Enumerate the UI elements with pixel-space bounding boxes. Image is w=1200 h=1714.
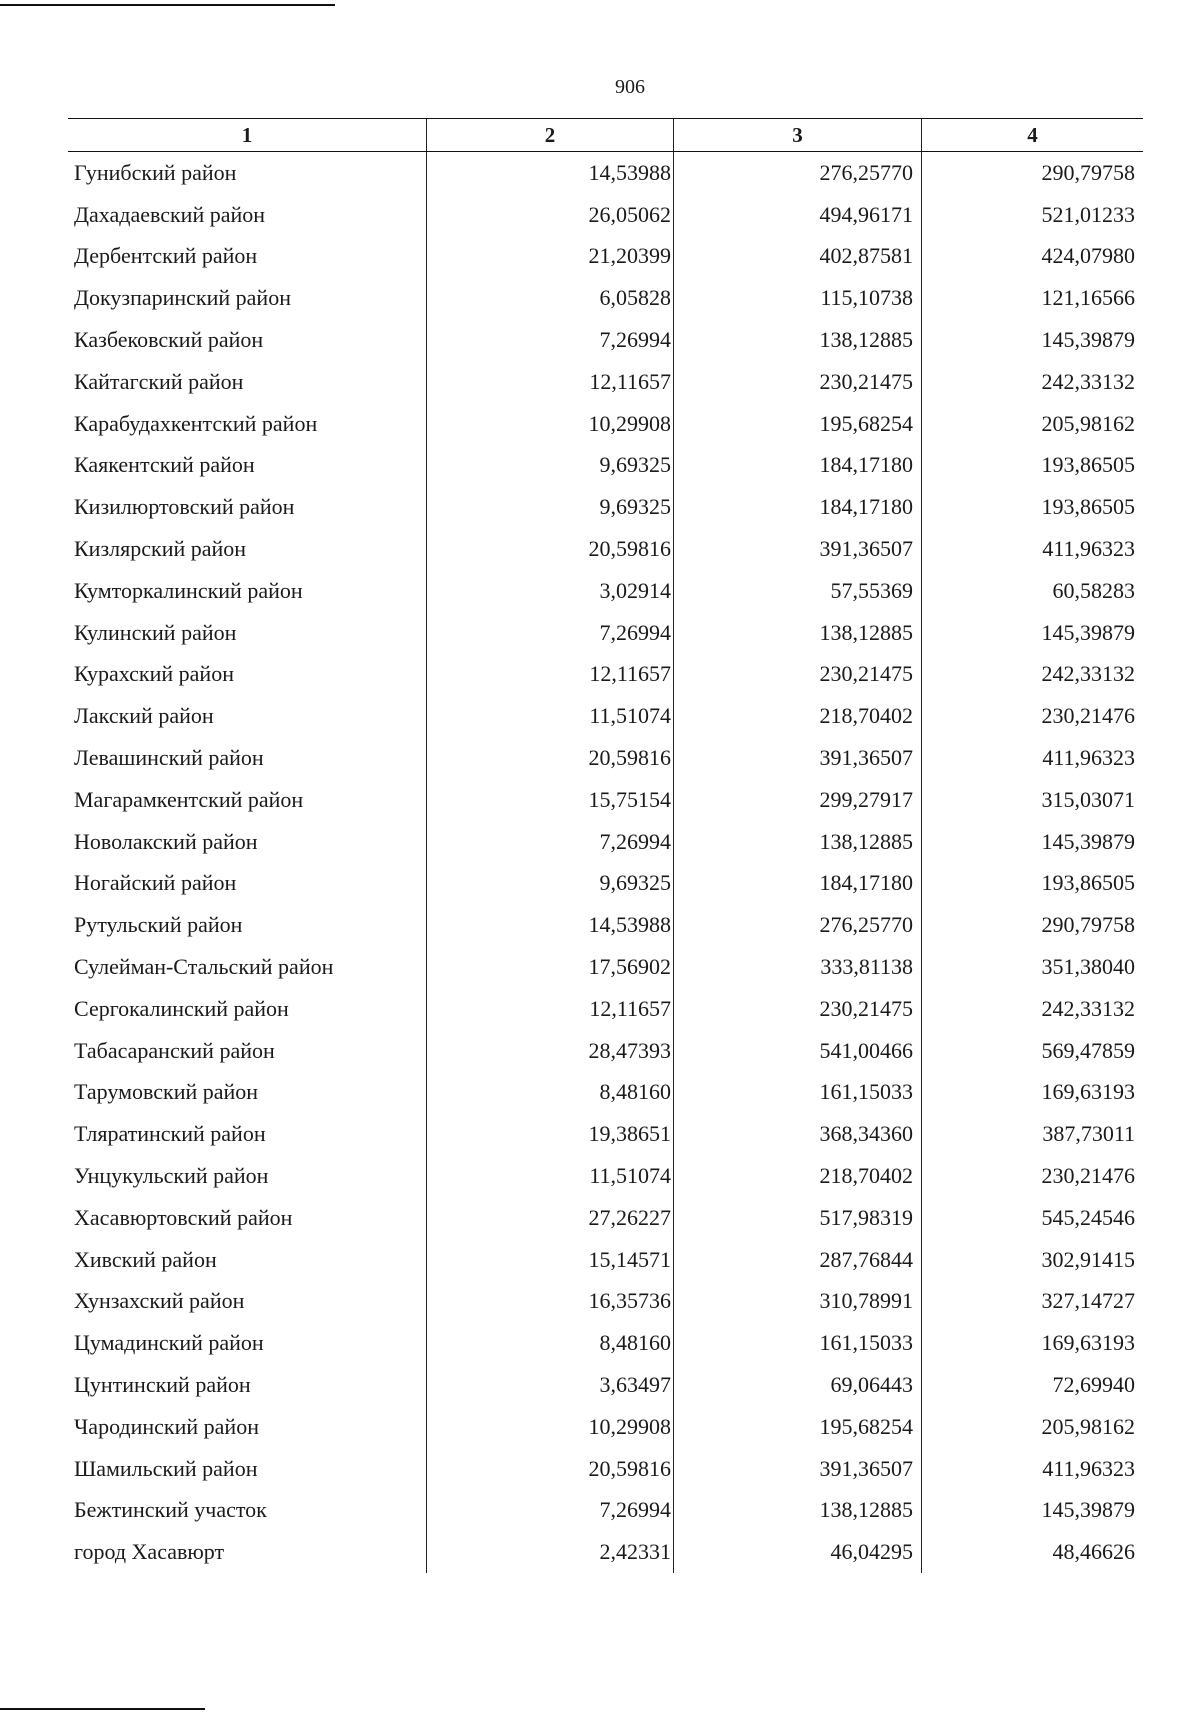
value-cell-col-2: 7,26994 (426, 319, 674, 361)
district-name-cell: Гунибский район (74, 159, 237, 185)
page-number: 906 (615, 76, 645, 98)
value-cell-col-3: 138,12885 (674, 612, 922, 654)
value-cell-col-2: 20,59816 (426, 1448, 674, 1490)
value-cell-col-3: 138,12885 (674, 319, 922, 361)
district-name-cell: Бежтинский участок (74, 1497, 267, 1523)
value-cell-col-3: 115,10738 (674, 277, 922, 319)
district-name-cell: Кизлярский район (74, 536, 247, 562)
value-cell-col-2: 9,69325 (426, 486, 674, 528)
value-cell-col-2: 9,69325 (426, 863, 674, 905)
district-name-cell: Чародинский район (74, 1413, 259, 1439)
value-cell-col-4: 302,91415 (1041, 1246, 1135, 1272)
table-row (68, 1197, 1143, 1239)
value-cell-col-4: 545,24546 (1041, 1204, 1135, 1230)
district-name-cell: Левашинский район (74, 745, 264, 771)
table-row (68, 779, 1143, 821)
value-cell-col-2: 15,75154 (426, 779, 674, 821)
district-name-cell: Карабудахкентский район (74, 410, 318, 436)
value-cell-col-4: 48,46626 (1052, 1539, 1135, 1565)
header-col-4: 4 (1027, 122, 1038, 147)
value-cell-col-2: 15,14571 (426, 1239, 674, 1281)
value-cell-col-3: 517,98319 (674, 1197, 922, 1239)
district-name-cell: Дахадаевский район (74, 201, 266, 227)
value-cell-col-2: 19,38651 (426, 1113, 674, 1155)
district-name-cell: Хивский район (74, 1246, 217, 1272)
table-row (68, 612, 1143, 654)
value-cell-col-4: 411,96323 (1042, 1455, 1135, 1481)
district-name-cell: Новолакский район (74, 828, 258, 854)
district-name-cell: Хасавюртовский район (74, 1204, 293, 1230)
value-cell-col-3: 494,96171 (674, 194, 922, 236)
value-cell-col-3: 391,36507 (674, 737, 922, 779)
value-cell-col-4: 205,98162 (1041, 410, 1135, 436)
value-cell-col-2: 12,11657 (426, 654, 674, 696)
value-cell-col-2: 12,11657 (426, 988, 674, 1030)
value-cell-col-4: 521,01233 (1041, 201, 1135, 227)
district-name-cell: Тарумовский район (74, 1079, 259, 1105)
top-rule (0, 4, 335, 6)
value-cell-col-4: 193,86505 (1041, 870, 1135, 896)
table-row (68, 570, 1143, 612)
table-row (68, 737, 1143, 779)
value-cell-col-2: 26,05062 (426, 194, 674, 236)
value-cell-col-3: 161,15033 (674, 1072, 922, 1114)
value-cell-col-2: 3,63497 (426, 1364, 674, 1406)
value-cell-col-3: 138,12885 (674, 1490, 922, 1532)
value-cell-col-4: 327,14727 (1041, 1288, 1135, 1314)
table-row (68, 236, 1143, 278)
value-cell-col-2: 28,47393 (426, 1030, 674, 1072)
value-cell-col-2: 10,29908 (426, 403, 674, 445)
value-cell-col-4: 424,07980 (1041, 243, 1135, 269)
table-row (68, 1531, 1143, 1573)
district-name-cell: Кумторкалинский район (74, 577, 303, 603)
table-row (68, 988, 1143, 1030)
value-cell-col-4: 121,16566 (1041, 285, 1135, 311)
value-cell-col-3: 195,68254 (674, 1406, 922, 1448)
value-cell-col-4: 315,03071 (1041, 786, 1135, 812)
value-cell-col-3: 391,36507 (674, 1448, 922, 1490)
table-row (68, 1322, 1143, 1364)
value-cell-col-2: 14,53988 (426, 904, 674, 946)
value-cell-col-3: 230,21475 (674, 988, 922, 1030)
district-name-cell: Кулинский район (74, 619, 237, 645)
district-name-cell: Сулейман-Стальский район (74, 954, 334, 980)
value-cell-col-4: 242,33132 (1041, 368, 1135, 394)
district-name-cell: Магарамкентский район (74, 786, 304, 812)
value-cell-col-4: 242,33132 (1041, 995, 1135, 1021)
value-cell-col-3: 195,68254 (674, 403, 922, 445)
district-name-cell: Кайтагский район (74, 368, 244, 394)
table-row (68, 1030, 1143, 1072)
district-name-cell: Казбековский район (74, 327, 264, 353)
district-name-cell: Ногайский район (74, 870, 237, 896)
district-name-cell: Шамильский район (74, 1455, 258, 1481)
header-col-3: 3 (674, 119, 922, 151)
value-cell-col-3: 287,76844 (674, 1239, 922, 1281)
value-cell-col-2: 21,20399 (426, 236, 674, 278)
value-cell-col-2: 9,69325 (426, 445, 674, 487)
value-cell-col-3: 184,17180 (674, 445, 922, 487)
value-cell-col-2: 11,51074 (426, 695, 674, 737)
table-row (68, 946, 1143, 988)
value-cell-col-4: 230,21476 (1041, 703, 1135, 729)
value-cell-col-4: 290,79758 (1041, 159, 1135, 185)
value-cell-col-3: 276,25770 (674, 152, 922, 194)
table-row (68, 319, 1143, 361)
value-cell-col-3: 276,25770 (674, 904, 922, 946)
value-cell-col-2: 17,56902 (426, 946, 674, 988)
value-cell-col-3: 138,12885 (674, 821, 922, 863)
value-cell-col-4: 145,39879 (1041, 327, 1135, 353)
value-cell-col-2: 7,26994 (426, 1490, 674, 1532)
table-row (68, 403, 1143, 445)
value-cell-col-3: 230,21475 (674, 654, 922, 696)
table-row (68, 1406, 1143, 1448)
district-name-cell: Рутульский район (74, 912, 243, 938)
value-cell-col-2: 8,48160 (426, 1072, 674, 1114)
value-cell-col-2: 27,26227 (426, 1197, 674, 1239)
value-cell-col-4: 205,98162 (1041, 1413, 1135, 1439)
table-row (68, 1281, 1143, 1323)
value-cell-col-2: 7,26994 (426, 612, 674, 654)
value-cell-col-3: 402,87581 (674, 236, 922, 278)
value-cell-col-3: 69,06443 (674, 1364, 922, 1406)
value-cell-col-4: 411,96323 (1042, 745, 1135, 771)
value-cell-col-2: 14,53988 (426, 152, 674, 194)
value-cell-col-2: 16,35736 (426, 1281, 674, 1323)
header-col-2: 2 (426, 119, 674, 151)
table-row (68, 486, 1143, 528)
table-row (68, 863, 1143, 905)
value-cell-col-4: 60,58283 (1052, 577, 1135, 603)
value-cell-col-4: 569,47859 (1041, 1037, 1135, 1063)
value-cell-col-4: 145,39879 (1041, 828, 1135, 854)
district-name-cell: Сергокалинский район (74, 995, 289, 1021)
value-cell-col-4: 290,79758 (1041, 912, 1135, 938)
table-row (68, 361, 1143, 403)
value-cell-col-3: 218,70402 (674, 695, 922, 737)
district-name-cell: Цумадинский район (74, 1330, 264, 1356)
table-row (68, 1072, 1143, 1114)
value-cell-col-2: 20,59816 (426, 737, 674, 779)
district-name-cell: Дербентский район (74, 243, 258, 269)
value-cell-col-3: 184,17180 (674, 486, 922, 528)
table-row (68, 277, 1143, 319)
data-table (68, 118, 1143, 1573)
value-cell-col-4: 351,38040 (1041, 954, 1135, 980)
table-row (68, 528, 1143, 570)
district-name-cell: Унцукульский район (74, 1163, 269, 1189)
value-cell-col-3: 57,55369 (674, 570, 922, 612)
value-cell-col-2: 7,26994 (426, 821, 674, 863)
value-cell-col-3: 46,04295 (674, 1531, 922, 1573)
value-cell-col-3: 230,21475 (674, 361, 922, 403)
value-cell-col-3: 541,00466 (674, 1030, 922, 1072)
value-cell-col-3: 218,70402 (674, 1155, 922, 1197)
value-cell-col-4: 193,86505 (1041, 494, 1135, 520)
value-cell-col-2: 11,51074 (426, 1155, 674, 1197)
header-col-1: 1 (241, 122, 253, 147)
value-cell-col-4: 242,33132 (1041, 661, 1135, 687)
value-cell-col-3: 184,17180 (674, 863, 922, 905)
table-row (68, 445, 1143, 487)
table-row (68, 1490, 1143, 1532)
table-row (68, 152, 1143, 194)
table-row (68, 1448, 1143, 1490)
district-name-cell: Табасаранский район (74, 1037, 275, 1063)
value-cell-col-2: 10,29908 (426, 1406, 674, 1448)
value-cell-col-2: 3,02914 (426, 570, 674, 612)
value-cell-col-4: 145,39879 (1041, 1497, 1135, 1523)
district-name-cell: Лакский район (74, 703, 214, 729)
value-cell-col-4: 145,39879 (1041, 619, 1135, 645)
table-row (68, 821, 1143, 863)
district-name-cell: город Хасавюрт (74, 1539, 225, 1565)
value-cell-col-2: 6,05828 (426, 277, 674, 319)
district-name-cell: Курахский район (74, 661, 234, 687)
value-cell-col-4: 230,21476 (1041, 1163, 1135, 1189)
table-row (68, 695, 1143, 737)
value-cell-col-4: 169,63193 (1041, 1079, 1135, 1105)
value-cell-col-4: 387,73011 (1042, 1121, 1135, 1147)
value-cell-col-3: 333,81138 (674, 946, 922, 988)
value-cell-col-4: 72,69940 (1052, 1372, 1135, 1397)
value-cell-col-2: 12,11657 (426, 361, 674, 403)
district-name-cell: Каякентский район (74, 452, 255, 478)
table-row (68, 1239, 1143, 1281)
table-header-row (68, 119, 1143, 152)
value-cell-col-2: 2,42331 (426, 1531, 674, 1573)
table-row (68, 1364, 1143, 1406)
value-cell-col-3: 391,36507 (674, 528, 922, 570)
district-name-cell: Хунзахский район (74, 1288, 245, 1314)
value-cell-col-3: 368,34360 (674, 1113, 922, 1155)
district-name-cell: Тляратинский район (74, 1121, 266, 1147)
district-name-cell: Кизилюртовский район (74, 494, 295, 520)
value-cell-col-3: 310,78991 (674, 1281, 922, 1323)
value-cell-col-2: 20,59816 (426, 528, 674, 570)
district-name-cell: Цунтинский район (74, 1372, 251, 1397)
table-row (68, 904, 1143, 946)
bottom-rule (0, 1708, 205, 1710)
value-cell-col-3: 161,15033 (674, 1322, 922, 1364)
table-body (68, 152, 1143, 1573)
district-name-cell: Докузпаринский район (74, 285, 291, 311)
table-row (68, 654, 1143, 696)
value-cell-col-3: 299,27917 (674, 779, 922, 821)
value-cell-col-2: 8,48160 (426, 1322, 674, 1364)
value-cell-col-4: 193,86505 (1041, 452, 1135, 478)
table-row (68, 194, 1143, 236)
value-cell-col-4: 411,96323 (1042, 536, 1135, 562)
value-cell-col-4: 169,63193 (1041, 1330, 1135, 1356)
table-row (68, 1155, 1143, 1197)
table-row (68, 1113, 1143, 1155)
